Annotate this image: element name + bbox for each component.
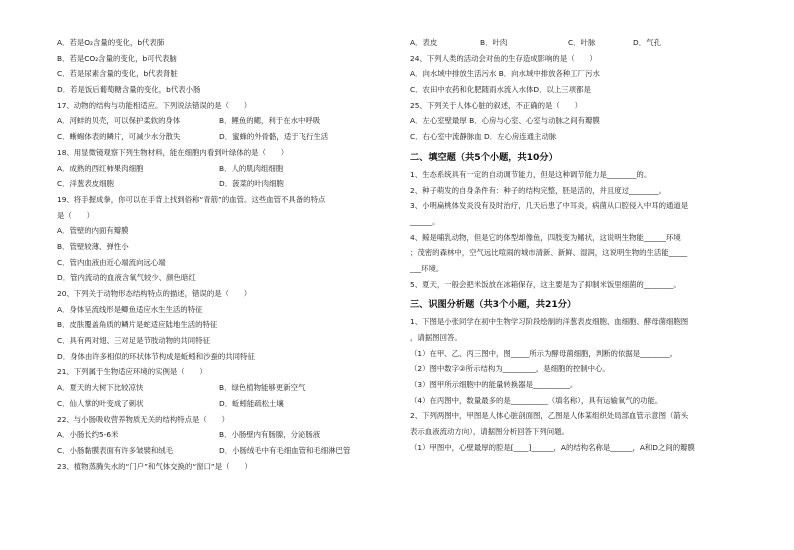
- option-b: B．皮肤覆盖角质的鳞片是蛇适应陆地生活的特征: [57, 320, 218, 330]
- fill-question-3: 3、小明扁桃体发炎没有及时治疗，几天后患了中耳炎，病菌从口腔侵入中耳的通道是: [410, 201, 689, 211]
- option-d: D．气孔: [633, 38, 661, 47]
- option-c: C．洋葱表皮细胞: [57, 179, 114, 189]
- question-19: 19、将手握成拳，你可以在手背上找到俗称“青筋”的血管。这些血管不具备的特点: [57, 194, 326, 204]
- options-row: C．右心室中流静脉血 D．左心房连通主动脉: [410, 132, 557, 142]
- options-row: [410, 38, 755, 54]
- option-c: C．具有两对翅、三对足是节肢动物的共同特征: [57, 336, 210, 346]
- section-title-diagram: 三、识图分析题（共3个小题，共21分）: [410, 299, 577, 311]
- fill-question-2: 2、种子萌发的自身条件有：种子的结构完整，胚是活的，并且度过________。: [410, 185, 666, 195]
- option-line: D．若是饭后葡萄糖含量的变化，b代表小肠: [57, 85, 201, 95]
- options-row: [57, 383, 397, 399]
- options-row: [57, 116, 397, 132]
- option-a: A．小肠长约5-6米: [57, 430, 119, 440]
- option-a: A．成熟的西红柿果肉细胞: [57, 163, 144, 173]
- question-25: 25、下列关于人体心脏的叙述，不正确的是（ ）: [410, 100, 583, 110]
- option-line: A．若是O₂含量的变化，b代表肺: [57, 38, 165, 47]
- option-c: C．管内血液由近心端流向远心端: [57, 257, 166, 267]
- option-a: A．表皮: [410, 38, 438, 47]
- question-19-cont: 是（ ）: [57, 210, 94, 220]
- diagram-question-2-cont: 表示血液流动方向），请据图分析回答下列问题。: [410, 427, 569, 437]
- options-row: [57, 164, 397, 180]
- fill-question-5: 5、夏天，一般会把米饭放在冰箱保存，这主要是为了抑制米饭里细菌的________。: [410, 279, 681, 289]
- fill-question-3-cont: ______。: [410, 216, 440, 226]
- option-b: B．叶肉: [480, 38, 508, 47]
- option-b: B．鲤鱼的鳃，利于在水中呼吸: [219, 116, 321, 126]
- option-line: C．若是尿素含量的变化，b代表肾脏: [57, 69, 178, 79]
- right-column: [410, 38, 755, 459]
- option-c: C．叶脉: [568, 38, 596, 47]
- question-20: 20、下列关于动物形态结构特点的描述，错误的是（ ）: [57, 289, 252, 298]
- sub-question: （3）图甲所示细胞中的能量转换器是__________。: [410, 380, 578, 390]
- option-b: B．绿色植物能够更新空气: [219, 383, 306, 393]
- options-row: [57, 132, 397, 148]
- option-b: B．小肠壁内有肠腺，分泌肠液: [219, 430, 321, 440]
- sub-question: （4）在丙图中，数量最多的是__________（填名称），具有运输氧气的功能。: [410, 395, 663, 405]
- fill-question-1: 1、生态系统具有一定的自动调节能力，但是这种调节能力是________的。: [410, 169, 652, 179]
- question-22: 22、与小肠吸收营养物质无关的结构特点是（ ）: [57, 414, 230, 424]
- options-row: [57, 446, 397, 462]
- option-c: C．蜥蜴体表的鳞片，可减少水分散失: [57, 132, 181, 142]
- options-row: [57, 399, 397, 415]
- option-b: B．管壁较薄、弹性小: [57, 241, 129, 251]
- option-d: D．管内流动的血液含氧气较少、颜色暗红: [57, 273, 196, 283]
- left-column: [57, 38, 397, 477]
- option-line: B．若是CO₂含量的变化，b可代表脑: [57, 53, 177, 63]
- question-17: 17、动物的结构与功能相适应。下列说法错误的是（ ）: [57, 100, 252, 110]
- option-c: C．小肠黏膜表面有许多皱襞和绒毛: [57, 445, 174, 455]
- option-a: A．夏天的大树下比较凉快: [57, 383, 144, 393]
- sub-question: （2）图中数字②所示结构为_________，是细胞的控制中心。: [410, 364, 610, 374]
- options-row: [57, 430, 397, 446]
- question-23: 23、植物蒸腾失水的“门户”和气体交换的“窗口”是（ ）: [57, 461, 252, 471]
- question-18: 18、用显微镜观察下列生物材料，能在细胞内看到叶绿体的是（ ）: [57, 147, 289, 157]
- fill-question-4-cont: ___环境。: [410, 263, 444, 273]
- options-row: A．左心室壁最厚 B．心房与心室、心室与动脉之间有瓣膜: [410, 116, 600, 126]
- fill-question-4-cont: ；茂密的森林中，空气远比喧闹的城市清新、新鲜、湿润，这说明生物的生活能_____: [410, 248, 688, 258]
- option-d: D．菠菜的叶肉细胞: [219, 179, 284, 189]
- section-title-fill-in: 二、填空题（共5个小题，共10分）: [410, 151, 558, 163]
- fill-question-4: 4、鲸是哺乳动物，但是它的体型却像鱼，四肢变为鳍状，这说明生物能______环境: [410, 232, 681, 242]
- diagram-question-1: 1、下图是小张同学在初中生物学习阶段绘制的洋葱表皮细胞、血细胞、酵母菌细胞图: [410, 317, 689, 327]
- options-row: [57, 179, 397, 195]
- question-24: 24、下列人类的活动会对鱼的生存造成影响的是（ ）: [410, 53, 597, 63]
- diagram-question-2: 2、下列两图中，甲图是人体心脏剖面图，乙图是人体某组织处局部血管示意图（箭头: [410, 411, 689, 421]
- option-d: D．身体由许多相似的环状体节构成是蚯蚓和沙蚕的共同特征: [57, 351, 255, 361]
- option-d: D．蚯蚓能疏松土壤: [219, 398, 284, 408]
- option-d: D．蜜蜂的外骨骼，适于飞行生活: [219, 132, 329, 142]
- option-b: B．人的肌肉组细胞: [219, 163, 284, 173]
- option-a: A．管壁的内面有瓣膜: [57, 226, 129, 236]
- sub-question: （1）在甲、乙、丙三图中，图_____所示为酵母菌细胞，判断的依据是________。: [410, 348, 678, 358]
- sub-question: （1）甲图中，心壁最厚的腔是[____]______，A的结构名称是______，A和D之间的瓣膜: [410, 442, 695, 452]
- option-d: D．小肠绒毛中有毛细血管和毛细淋巴管: [219, 445, 351, 455]
- options-row: A．向水域中排放生活污水 B．向水域中排放各种工厂污水: [410, 69, 600, 79]
- option-a: A．身体呈流线形是鲫鱼适应水生生活的特征: [57, 304, 203, 314]
- diagram-question-1-cont: ，请据图回答。: [410, 333, 462, 342]
- option-c: C．仙人掌的叶变成了刺状: [57, 398, 144, 408]
- option-a: A．河蚌的贝壳，可以保护柔软的身体: [57, 116, 181, 126]
- question-21: 21、下列属于生物适应环境的实例是（ ）: [57, 367, 207, 377]
- options-row: C．农田中农药和化肥随雨水流入水体D．以上三项都是: [410, 85, 591, 95]
